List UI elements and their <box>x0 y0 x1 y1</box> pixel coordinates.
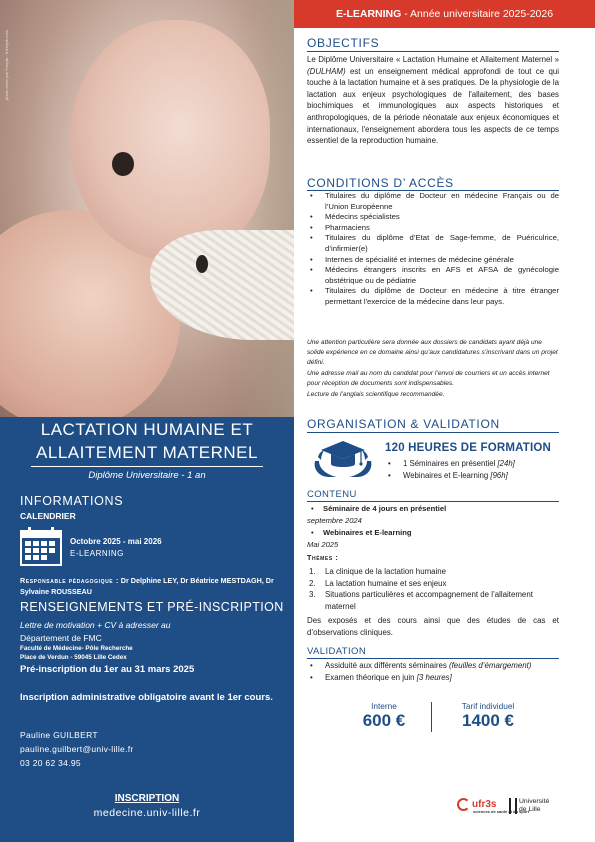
organisation-heading: ORGANISATION & VALIDATION <box>307 417 500 431</box>
inscription-url[interactable]: medecine.univ-lille.fr <box>93 807 201 819</box>
contact-name: Pauline GUILBERT <box>20 730 98 740</box>
universite-lille-logo: Université de Lille <box>519 798 549 814</box>
photo-credit: photo créée par Freepik - fr.freepik.com <box>4 30 9 101</box>
renseignements-heading: RENSEIGNEMENTS ET PRÉ-INSCRIPTION <box>20 600 284 614</box>
title-divider <box>31 466 263 467</box>
contact-phone[interactable]: 03 20 62 34.95 <box>20 758 81 768</box>
ufr3s-logo: ufr3s sciences de santé et du sport <box>457 798 529 814</box>
contenu-date-webinar: Mai 2025 <box>307 540 339 549</box>
list-item: • Assiduité aux différents séminaires (feuilles d’émargement) <box>307 660 531 672</box>
calendar-icon <box>20 526 62 566</box>
objectifs-text: Le Diplôme Universitaire « Lactation Humaine et Allaitement Maternel » (DULHAM) est un enseignement médical approfondi de tout ce qui touche à la lactation humaine et à ses pratiques. De la physiologie de la lactation aux enjeux psychologiques de l'allaitement, des bases biochimiques et immunologiques aux aspects historiques et anthropologiques, de la période néonatale aux enjeux économiques et internationaux, l'enseignement abordera tous les aspects de ce temps essentiel de la reproduction humaine. <box>307 55 559 146</box>
list-item: • Titulaires du diplôme de Docteur en médecine Français ou de l’Union Européenne <box>307 191 559 212</box>
objectifs-divider <box>307 51 559 52</box>
conditions-list <box>307 191 559 308</box>
admin-registration-note: Inscription administrative obligatoire avant le 1er cours. <box>20 692 273 703</box>
list-item: • Internes de spécialité et internes de médecine générale <box>307 255 559 266</box>
pedagogical-managers <box>20 575 278 597</box>
list-item: • Médecins spécialistes <box>307 212 559 223</box>
validation-list <box>307 660 531 683</box>
internal-price: 600 € <box>362 711 406 730</box>
informations-heading: INFORMATIONS <box>20 494 124 508</box>
ufr3s-logo-icon <box>457 798 470 811</box>
price-divider <box>431 702 432 732</box>
banner-program: E-LEARNING <box>335 8 402 20</box>
calendar-dates: Octobre 2025 - mai 2026 <box>70 537 162 546</box>
faculty-address <box>20 644 133 662</box>
individual-price: 1400 € <box>462 711 514 730</box>
training-hours: 120 HEURES DE FORMATION <box>385 442 552 454</box>
themes-list <box>307 566 559 612</box>
contenu-item-seminar: • Séminaire de 4 jours en présentiel <box>311 504 447 513</box>
course-title <box>0 418 294 481</box>
contact-email[interactable]: pauline.guilbert@univ-lille.fr <box>20 744 134 754</box>
resp-label: Responsable pédagogique : <box>20 576 119 585</box>
contenu-divider <box>307 501 559 502</box>
list-item: 3. Situations particulières et accompagnement de l’allaitement maternel <box>309 590 533 611</box>
exposes-text: Des exposés et des cours ainsi que des études de cas et d’observations cliniques. <box>307 616 559 637</box>
faculty-line-2: Place de Verdun - 59045 Lille Cedex <box>20 654 127 661</box>
objectifs-heading: OBJECTIFS <box>307 36 380 50</box>
list-item: • Webinaires et E-learning [96h] <box>385 470 515 482</box>
validation-heading: VALIDATION <box>307 646 367 657</box>
top-banner <box>294 0 595 28</box>
organisation-divider <box>307 432 559 433</box>
themes-heading: Thèmes : <box>307 553 339 562</box>
title-line-1: LACTATION HUMAINE ET <box>40 420 254 439</box>
application-letter: Lettre de motivation + CV à adresser au <box>20 620 171 630</box>
resp-names: Dr Delphine LEY, Dr Béatrice MESTDAGH, Dr Sylvaine ROUSSEAU <box>20 576 274 596</box>
banner-year: - Année universitaire 2025-2026 <box>401 8 554 20</box>
note-english: Lecture de l’anglais scientifique recommandée. <box>307 391 445 398</box>
list-item: • Examen théorique en juin [3 heures] <box>307 672 531 684</box>
title-line-2: ALLAITEMENT MATERNEL <box>36 443 258 462</box>
graduation-cap-icon <box>307 439 379 479</box>
note-experience: Une attention particulière sera donnée aux dossiers de candidats ayant déjà une solide expérience en ce domaine ainsi qu’aux candidatures s’inscrivant dans un projet défini. <box>307 339 558 366</box>
validation-divider <box>307 658 559 659</box>
contenu-item-webinar: • Webinaires et E-learning <box>311 528 412 537</box>
department-name: Département de FMC <box>20 633 102 643</box>
list-item: • Médecins étrangers inscrits en AFS et AFSA de gynécologie obstétrique ou de pédiatrie <box>307 265 559 286</box>
contact-block <box>20 728 134 770</box>
list-item: • Titulaires du diplôme d’Etat de Sage-femme, de Puériculrice, d’infirmier(e) <box>307 233 559 254</box>
list-item: • Titulaires du diplôme de Docteur en médecine à titre étranger permettant l'exercice de la médecine dans leur pays. <box>307 286 559 307</box>
conditions-heading: CONDITIONS D’ ACCÈS <box>307 176 454 190</box>
internal-price-label: Interne <box>371 701 397 711</box>
inscription-heading[interactable]: INSCRIPTION <box>114 793 180 804</box>
calendar-heading: CALENDRIER <box>20 511 76 521</box>
conditions-notes <box>307 338 559 401</box>
list-item: 2. La lactation humaine et ses enjeux <box>309 578 447 588</box>
hours-list <box>385 458 515 481</box>
note-email: Une adresse mail au nom du candidat pour l’envoi de courriers et un accès internet pour réception de documents sont indispensables. <box>307 370 550 387</box>
faculty-line-1: Faculté de Médecine- Pôle Recherche <box>20 645 133 652</box>
course-subtitle: Diplôme Universitaire - 1 an <box>88 470 206 481</box>
calendar-mode: E-LEARNING <box>70 549 124 558</box>
preinscription-dates: Pré-inscription du 1er au 31 mars 2025 <box>20 664 195 675</box>
breastfeeding-photo <box>0 0 294 417</box>
contenu-date-seminar: septembre 2024 <box>307 516 362 525</box>
universite-lille-logo-icon <box>509 798 517 814</box>
individual-price-label: Tarif individuel <box>461 701 515 711</box>
list-item: 1. La clinique de la lactation humaine <box>309 567 447 576</box>
list-item: • 1 Séminaires en présentiel [24h] <box>385 458 515 470</box>
list-item: • Pharmaciens <box>307 223 559 234</box>
contenu-heading: CONTENU <box>307 489 357 500</box>
